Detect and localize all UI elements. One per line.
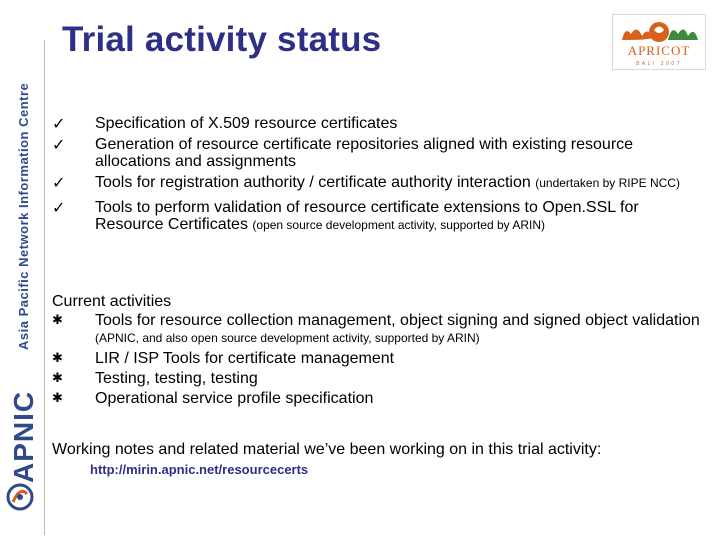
check-icon: ✓	[52, 135, 66, 154]
check-icon: ✓	[52, 114, 66, 133]
asterisk-bullet-icon: ✱	[52, 313, 63, 328]
asterisk-bullet-icon: ✱	[52, 371, 63, 386]
list-item	[52, 174, 702, 192]
sidebar-org-name	[2, 50, 42, 350]
list-item-text: Tools for resource collection management, object signing and signed object validation	[95, 312, 700, 329]
apricot-logo	[612, 14, 706, 70]
svg-text:Asia Pacific Network Informati: Asia Pacific Network Information Centre	[16, 82, 31, 350]
checked-list	[52, 115, 702, 234]
list-item-text: Tools to perform validation of resource certificate extensions to Open.SSL for Resource Certificates	[95, 199, 639, 233]
slide-title: Trial activity status	[62, 20, 382, 59]
apnic-logo-icon	[6, 480, 34, 514]
check-icon: ✓	[52, 173, 66, 192]
list-item	[52, 199, 702, 234]
list-item	[52, 312, 712, 347]
list-item-note: (APNIC, and also open source development activity, supported by ARIN)	[95, 331, 480, 345]
list-item	[52, 370, 712, 387]
current-activities	[52, 292, 712, 407]
list-item-text: Generation of resource certificate repositories aligned with existing resource allocations and assignments	[95, 136, 634, 170]
asterisk-bullet-icon: ✱	[52, 351, 63, 366]
list-item	[52, 350, 712, 367]
working-notes-text: Working notes and related material we’ve been working on in this trial activity:	[52, 441, 602, 458]
resourcecerts-link[interactable]: http://mirin.apnic.net/resourcecerts	[90, 462, 309, 477]
list-item-note: (open source development activity, supported by ARIN)	[252, 218, 545, 232]
list-item-text: Operational service profile specification	[95, 390, 374, 407]
asterisk-bullet-icon: ✱	[52, 391, 63, 406]
list-item-text: Specification of X.509 resource certificates	[95, 115, 398, 132]
list-item	[52, 115, 702, 132]
svg-text:BALI 2007: BALI 2007	[636, 61, 682, 67]
check-icon: ✓	[52, 198, 66, 217]
list-item	[52, 390, 712, 407]
list-item-text: LIR / ISP Tools for certificate management	[95, 350, 395, 367]
sidebar-divider	[44, 40, 45, 535]
apnic-wordmark	[2, 385, 42, 485]
list-item-text: Tools for registration authority / certificate authority interaction	[95, 174, 531, 191]
list-item-text: Testing, testing, testing	[95, 370, 258, 387]
list-item	[52, 136, 702, 170]
sidebar	[0, 0, 44, 540]
svg-text:APNIC: APNIC	[8, 390, 39, 483]
list-item-note: (undertaken by RIPE NCC)	[535, 176, 680, 190]
section-heading: Current activities	[52, 293, 172, 310]
svg-text:APRICOT: APRICOT	[627, 43, 691, 58]
